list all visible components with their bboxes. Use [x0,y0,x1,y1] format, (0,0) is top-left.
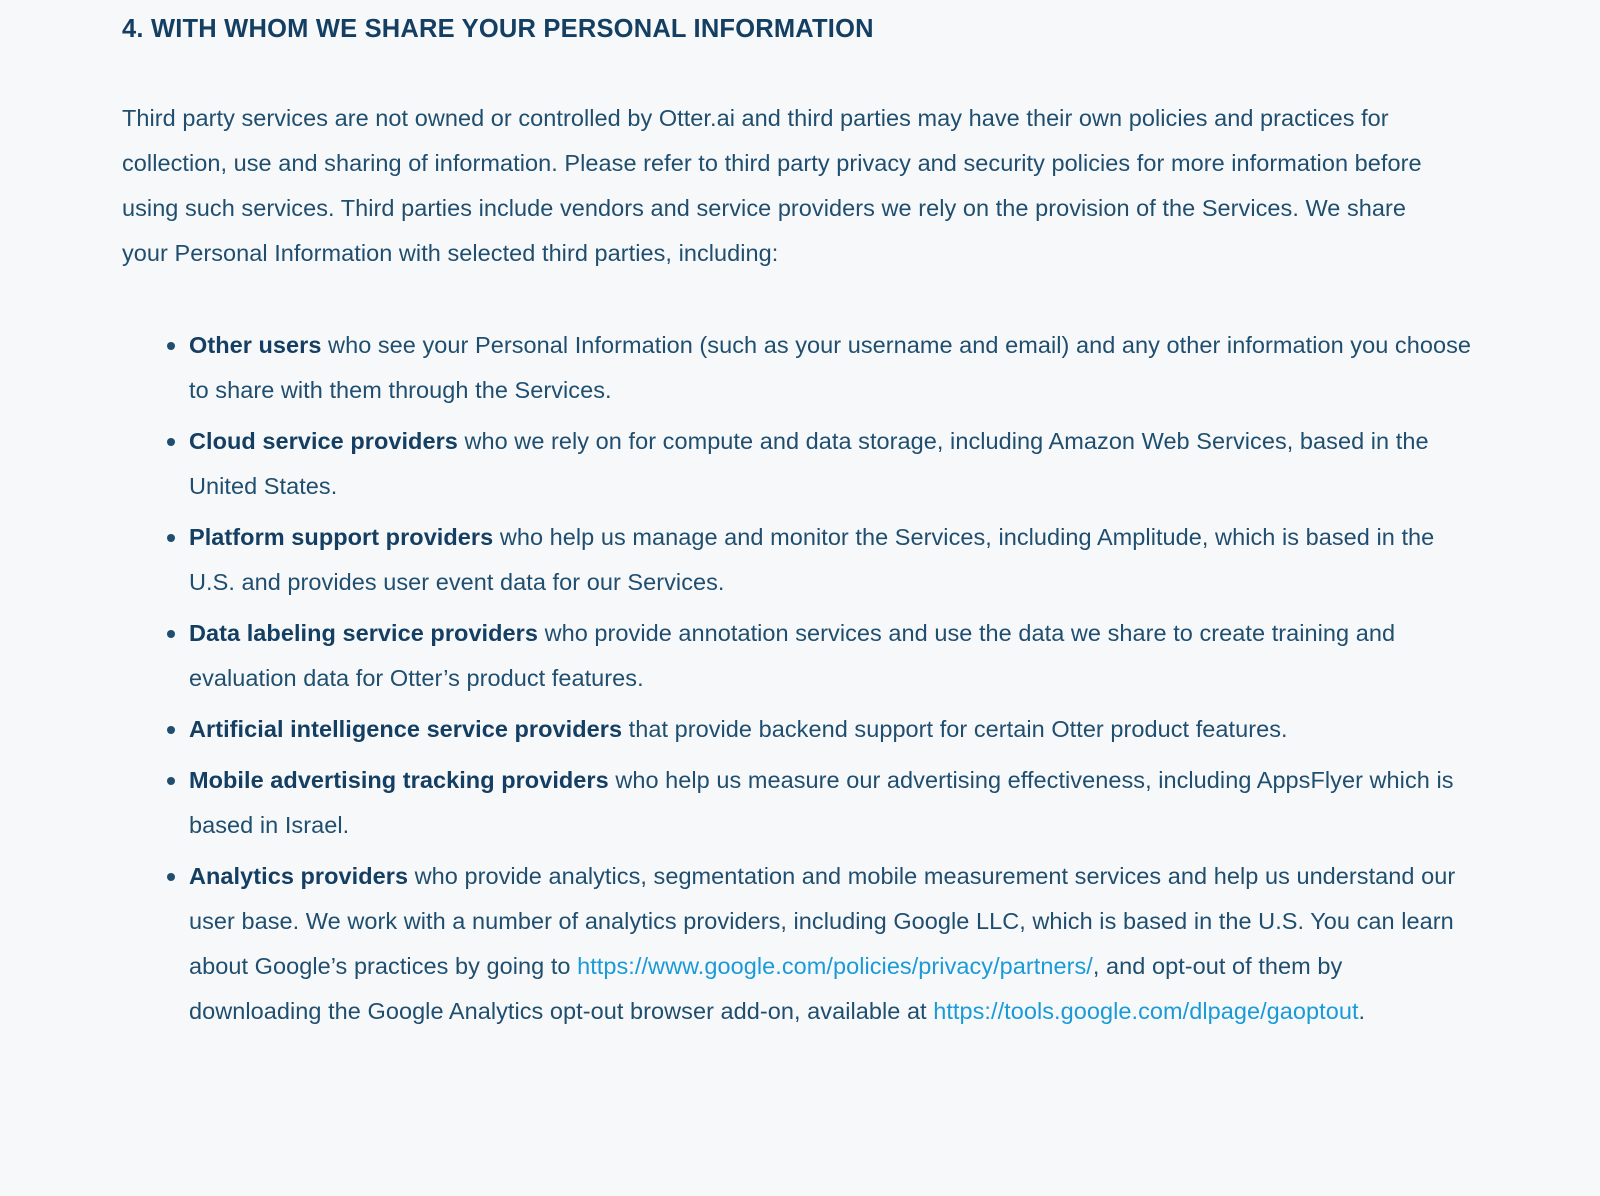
bullet-icon [167,873,175,881]
google-analytics-optout-link[interactable]: https://tools.google.com/dlpage/gaoptout [933,998,1359,1024]
list-item-text: who provide analytics, segmentation and mobile measurement services and help us understand our user base. We work with a number of analytics providers, including Google LLC, which is based in the U.S. You can learn about Google’s practices by going to [189,863,1456,979]
list-item [122,611,1480,701]
list-item-lead: Mobile advertising tracking providers [189,767,609,793]
list-item-lead: Artificial intelligence service providers [189,716,623,742]
list-item-text: who we rely on for compute and data storage, including Amazon Web Services, based in the United States. [189,428,1429,499]
bullet-icon [167,726,175,734]
bullet-icon [167,777,175,785]
list-item-lead: Analytics providers [189,863,409,889]
list-item-lead: Platform support providers [189,524,494,550]
list-item-text: that provide backend support for certain Otter product features. [622,716,1288,742]
list-item-text-2: , and opt-out of them by downloading the Google Analytics opt-out browser add-on, available at [189,953,1343,1024]
list-item-lead: Cloud service providers [189,428,458,454]
bullet-icon [167,630,175,638]
list-item [122,758,1480,848]
bullet-icon [167,438,175,446]
list-item-lead: Data labeling service providers [189,620,538,646]
list-item [122,419,1480,509]
page-title: 4. WITH WHOM WE SHARE YOUR PERSONAL INFORMATION [122,15,874,43]
list-item-text: who see your Personal Information (such as your username and email) and any other information you choose to share with them through the Services. [189,332,1471,403]
list-item-lead: Other users [189,332,322,358]
third-party-list [122,323,1480,1034]
list-item-text: who help us manage and monitor the Services, including Amplitude, which is based in the U.S. and provides user event data for our Services. [189,524,1435,595]
list-item-text: who provide annotation services and use the data we share to create training and evaluation data for Otter’s product features. [189,620,1396,691]
google-privacy-partners-link[interactable]: https://www.google.com/policies/privacy/partners/ [577,953,1093,979]
list-item [122,323,1480,413]
bullet-icon [167,342,175,350]
list-item-text-3: . [1358,998,1366,1024]
list-item-text: who help us measure our advertising effectiveness, including AppsFlyer which is based in Israel. [189,767,1454,838]
list-item [122,707,1480,752]
bullet-icon [167,534,175,542]
list-item [122,515,1480,605]
list-item [122,854,1480,1034]
section-intro-paragraph: Third party services are not owned or controlled by Otter.ai and third parties may have their own policies and practices for collection, use and sharing of information. Please refer to third party privacy and security policies for more information before using such services. Third parties include vendors and service providers we rely on the provision of the Services. We share your Personal Information with selected third parties, including: [122,105,1422,266]
